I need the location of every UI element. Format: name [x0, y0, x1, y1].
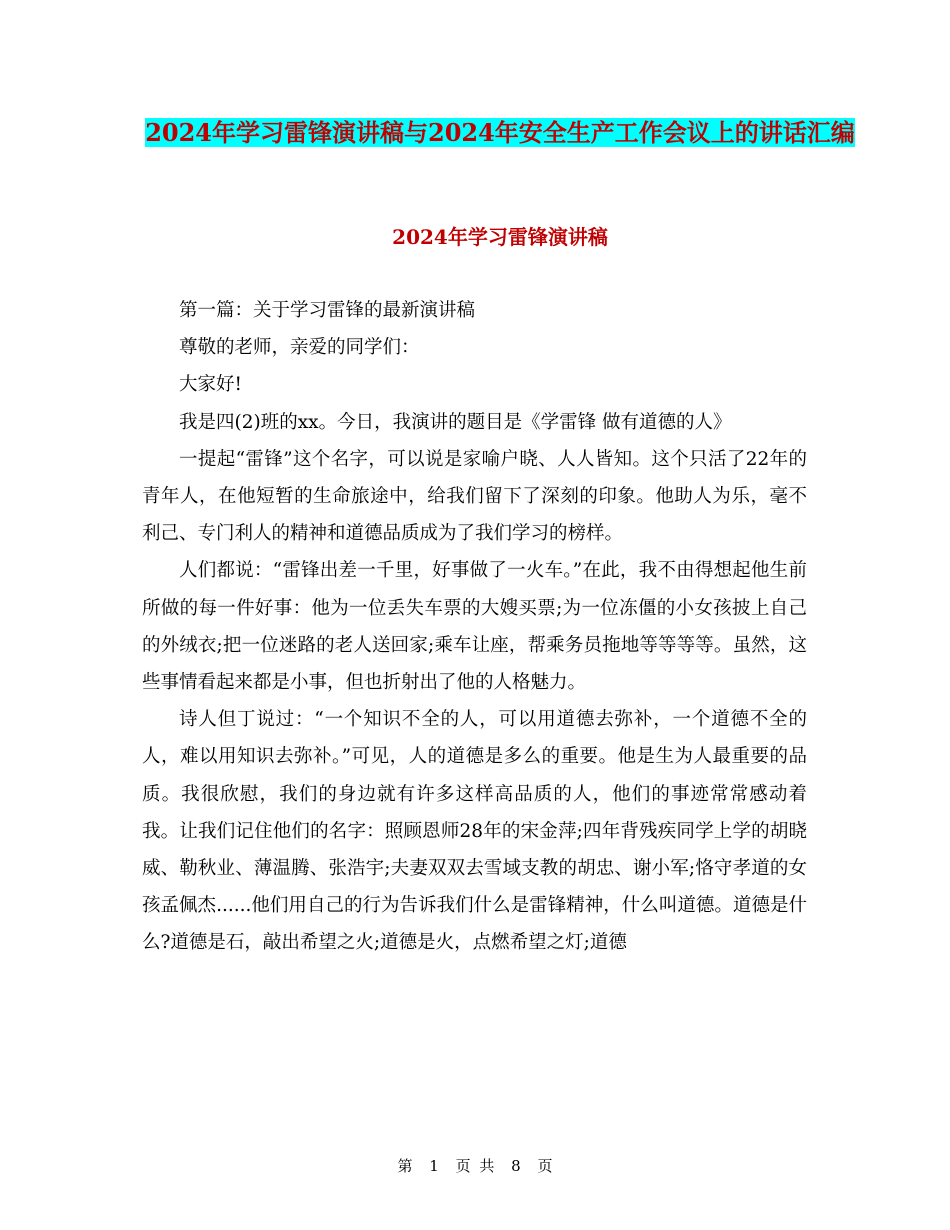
paragraph: 我是四(2)班的xx。今日，我演讲的题目是《学雷锋 做有道德的人》: [179, 411, 732, 433]
paragraph: 诗人但丁说过：“一个知识不全的人，可以用道德去弥补，一个道德不全的人，难以用知识去弥补。”可见，人的道德是多么的重要。他是生为人最重要的品质。我很欣慰，我们的身边就有许多这样高品质的人，他们的事迹常常感动着我。让我们记住他们的名字：照顾恩师28年的宋金萍;四年背残疾同学上学的胡晓威、勒秋业、薄温腾、张浩宇;夫妻双双去雪域支教的胡忠、谢小军;恪守孝道的女孩孟佩杰......他们用自己的行为告诉我们什么是雷锋精神，什么叫道德。道德是什么?道德是石，敲出希望之火;道德是火，点燃希望之灯;道德: [142, 709, 807, 954]
footer-prefix: 第: [397, 1157, 413, 1175]
footer-middle: 页 共: [455, 1157, 495, 1175]
document-body: [142, 292, 807, 962]
paragraph: 尊敬的老师，亲爱的同学们：: [179, 337, 420, 359]
document-title-text: 2024年学习雷锋演讲稿与2024年安全生产工作会议上的讲话汇编: [145, 118, 855, 147]
paragraph: 一提起“雷锋”这个名字，可以说是家喻户晓、人人皆知。这个只活了22年的青年人，在他短暂的生命旅途中，给我们留下了深刻的印象。他助人为乐，毫不利己、专门利人的精神和道德品质成为了我们学习的榜样。: [142, 448, 807, 545]
paragraph: 人们都说：“雷锋出差一千里，好事做了一火车。”在此，我不由得想起他生前所做的每一件好事：他为一位丢失车票的大嫂买票;为一位冻僵的小女孩披上自己的外绒衣;把一位迷路的老人送回家;乘车让座，帮乘务员拖地等等等等。虽然，这些事情看起来都是小事，但也折射出了他的人格魅力。: [142, 560, 807, 694]
paragraph: 第一篇：关于学习雷锋的最新演讲稿: [179, 300, 476, 321]
page-footer: [0, 1155, 950, 1176]
footer-suffix: 页: [537, 1157, 553, 1175]
section-title: 2024年学习雷锋演讲稿: [392, 225, 608, 249]
page-total: 8: [511, 1157, 521, 1175]
document-title: [140, 112, 860, 154]
paragraph: 大家好!: [179, 374, 242, 396]
page-number: 1: [429, 1157, 439, 1175]
